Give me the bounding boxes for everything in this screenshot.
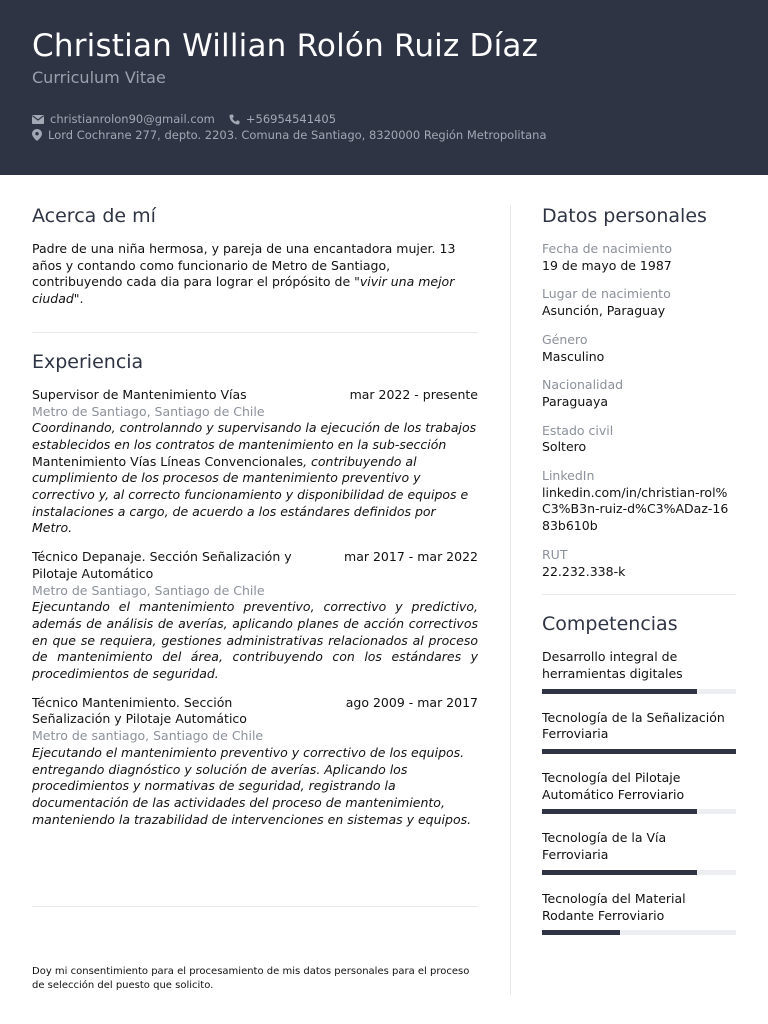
footer-divider: [32, 906, 478, 907]
job-description-part: Coordinando, controlanndo y supervisando la ejecución de los trabajos establecidos en los contratos de mantenimiento en la sub-sección: [32, 420, 477, 452]
phone-link[interactable]: +56954541405: [245, 112, 337, 126]
about-text-end: .: [79, 291, 84, 307]
linkedin-link[interactable]: linkedin.com/in/christian-rol%C3%B3n-ruiz-d%C3%ADaz-1683b610b: [542, 484, 729, 534]
skills-title: Competencias: [542, 613, 678, 636]
skill-name: Tecnología de la Vía Ferroviaria: [542, 830, 667, 863]
skill-level-bar: [542, 809, 736, 814]
skill-level-bar: [542, 689, 736, 694]
address-row: [32, 128, 547, 142]
personal-data-list: [542, 241, 736, 580]
skill-level-fill: [542, 689, 697, 694]
experience-title: Experiencia: [32, 350, 144, 373]
personal-data-item: [542, 423, 736, 456]
skill-name: Tecnología del Material Rodante Ferroviario: [542, 890, 686, 923]
job-organization: Metro de Santiago, Santiago de Chile: [32, 403, 265, 419]
skill-name: Desarrollo integral de herramientas digitales: [542, 649, 683, 681]
document-subtitle: Curriculum Vitae: [32, 68, 166, 87]
contact-row: [32, 112, 336, 126]
address-text: Lord Cochrane 277, depto. 2203. Comuna de Santiago, 8320000 Región Metropolitana: [48, 128, 547, 142]
personal-data-label: LinkedIn: [542, 468, 595, 484]
job-entry: [32, 549, 478, 683]
skill-level-bar: [542, 749, 736, 754]
section-divider: [542, 594, 736, 595]
personal-data-label: Lugar de nacimiento: [542, 286, 671, 302]
job-title: Técnico Depanaje. Sección Señalización y Pilotaje Automático: [32, 549, 292, 581]
phone-icon: [229, 114, 240, 125]
personal-data-value: 22.232.338-k: [542, 563, 626, 579]
sidebar: [542, 205, 736, 951]
about-text-plain: Padre de una niña hermosa, y pareja de una encantadora mujer. 13 años y contando como funcionario de Metro de Santiago, contribuyendo cada dia para lograr el própósito de: [32, 241, 456, 290]
skill-item: [542, 891, 736, 935]
skill-level-fill: [542, 870, 697, 875]
about-text-italic: "vivir una mejor ciudad": [32, 274, 455, 307]
skill-level-bar: [542, 930, 736, 935]
skill-name: Tecnología del Pilotaje Automático Ferroviario: [542, 770, 685, 802]
location-pin-icon: [32, 129, 42, 141]
job-organization: Metro de santiago, Santiago de Chile: [32, 728, 264, 744]
job-organization: Metro de Santiago, Santiago de Chile: [32, 582, 265, 598]
job-description: Ejecuntando el mantenimiento preventivo, correctivo y predictivo, además de análisis de averías, aplicando planes de acción correctivos en que se requiera, gestiones administrativas relacionados al proceso de mantenimiento del área, contribuyendo con los estándares y procedimientos de seguridad.: [32, 599, 478, 682]
personal-data-label: RUT: [542, 546, 568, 562]
about-text: [32, 241, 478, 308]
job-description: Ejecutando el mantenimiento preventivo y correctivo de los equipos. entregando diagnóstico y solución de averías. Aplicando los procedimientos y normativas de seguridad, registrando la documentación de las actividades del proceso de mantenimiento, manteniendo la trazabilidad de intervenciones en sistemas y equipos.: [32, 744, 472, 827]
job-description-part: , contribuyendo al cumplimiento de los procesos de mantenimiento preventivo y correctivo y, al correcto funcionamiento y disponibilidad de equipos e instalaciones a cargo, de acuerdo a los estándares definidos por Metro.: [32, 453, 469, 536]
personal-data-item: [542, 377, 736, 410]
personal-data-title: Datos personales: [542, 205, 707, 227]
column-divider: [510, 205, 511, 995]
skill-item: [542, 770, 736, 814]
skill-name: Tecnología de la Señalización Ferroviaria: [542, 709, 725, 742]
header: [0, 0, 768, 175]
personal-data-value: Paraguaya: [542, 393, 609, 409]
skill-level-fill: [542, 930, 620, 935]
personal-data-value: Soltero: [542, 439, 587, 455]
job-title: Técnico Mantenimiento. Sección Señalización y Pilotaje Automático: [32, 694, 247, 727]
personal-data-item: [542, 286, 736, 319]
job-entry: [32, 695, 478, 829]
job-date: mar 2022 - presente: [349, 386, 478, 402]
skill-item: [542, 710, 736, 754]
personal-data-item: [542, 241, 736, 274]
consent-text: Doy mi consentimiento para el procesamiento de mis datos personales para el proceso de selección del puesto que solicito.: [32, 966, 470, 991]
skill-item: [542, 830, 736, 874]
personal-data-item: [542, 468, 736, 535]
skill-level-fill: [542, 809, 697, 814]
personal-data-label: Género: [542, 331, 588, 347]
personal-data-item: [542, 332, 736, 365]
job-title: Supervisor de Mantenimiento Vías: [32, 386, 247, 402]
personal-data-value: Masculino: [542, 348, 605, 364]
section-divider: [32, 332, 478, 333]
envelope-icon: [32, 115, 44, 124]
candidate-name: Christian Willian Rolón Ruiz Díaz: [32, 28, 539, 64]
skills-list: [542, 649, 736, 935]
job-date: mar 2017 - mar 2022: [344, 549, 478, 565]
main-column: [32, 205, 478, 840]
personal-data-value: 19 de mayo de 1987: [542, 257, 672, 273]
job-entry: [32, 387, 478, 537]
about-title: Acerca de mí: [32, 205, 156, 227]
job-date: ago 2009 - mar 2017: [345, 694, 478, 710]
job-description: [32, 420, 478, 537]
email-link[interactable]: christianrolon90@gmail.com: [50, 112, 215, 126]
skill-item: [542, 649, 736, 693]
skill-level-bar: [542, 870, 736, 875]
personal-data-label: Fecha de nacimiento: [542, 241, 672, 256]
personal-data-value: Asunción, Paraguay: [542, 303, 666, 319]
job-description-emphasis: Mantenimiento Vías Líneas Convencionales: [32, 453, 304, 469]
personal-data-item: [542, 547, 736, 580]
personal-data-label: Estado civil: [542, 422, 614, 438]
skill-level-fill: [542, 749, 736, 754]
personal-data-label: Nacionalidad: [542, 377, 624, 393]
